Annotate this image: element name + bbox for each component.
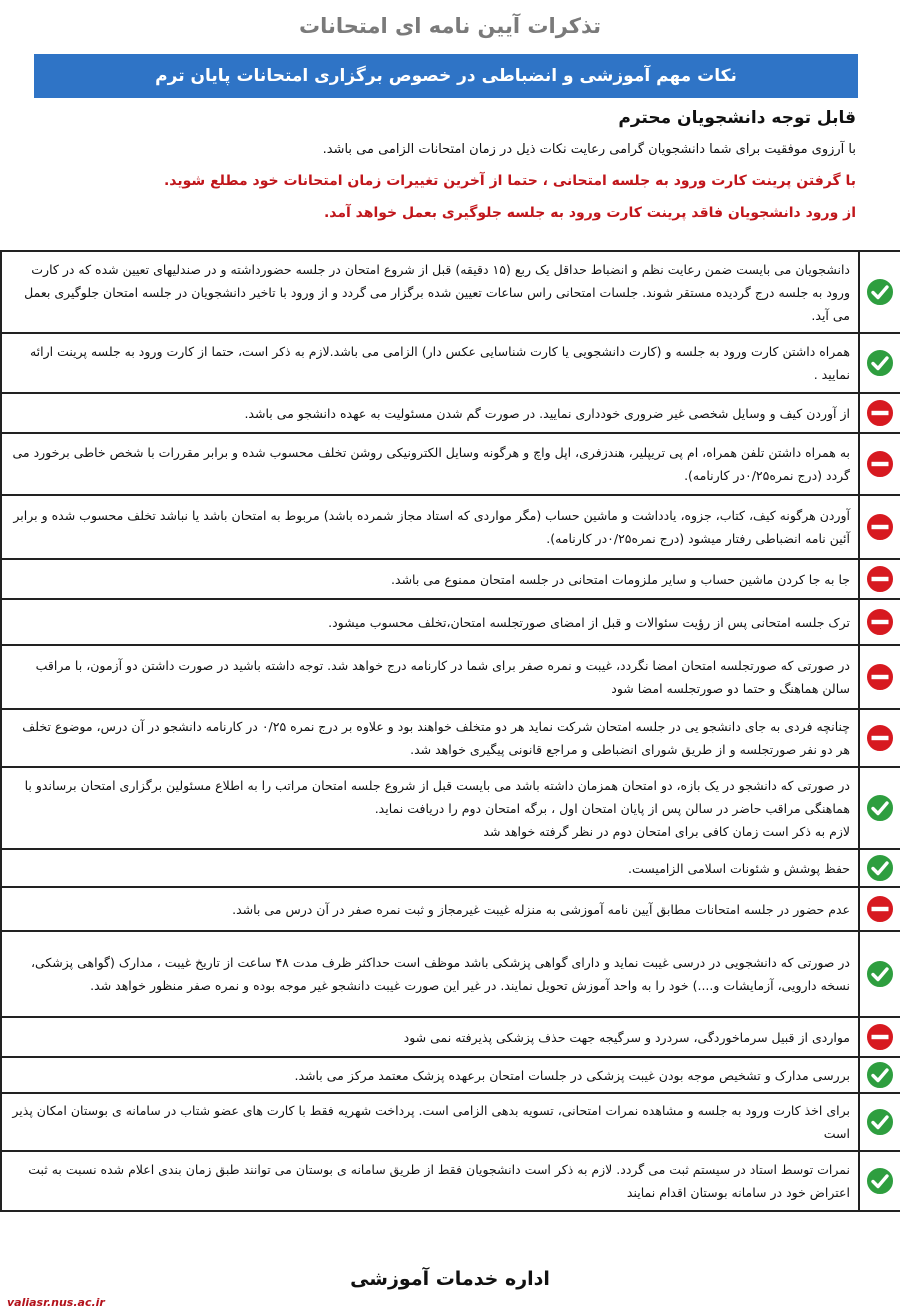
- rule-text-cell: [2, 600, 858, 644]
- rule-row: [2, 646, 900, 710]
- no-entry-icon: [865, 723, 895, 753]
- rule-text: برای اخذ کارت ورود به جلسه و مشاهده نمرات امتحانی، تسویه بدهی الزامی است. پرداخت شهریه فقط با کارت های عضو شتاب در سامانه ی بوستان امکان پذیر است: [12, 1103, 850, 1141]
- rule-text-cell: [2, 1094, 858, 1150]
- rule-text-cell: [2, 560, 858, 598]
- no-entry-icon: [865, 564, 895, 594]
- rule-text: در صورتی که صورتجلسه امتحان امضا نگردد، غیبت و نمره صفر برای شما در کارنامه درج خواهد شد. توجه داشته باشید در صورت داشتن دو آزمون، با مراقب سالن هماهنگ و حتما دو صورتجلسه امضا شود: [35, 658, 850, 696]
- rule-status-cell: [858, 932, 900, 1016]
- rule-text-cell: [2, 1018, 858, 1056]
- rule-text-cell: [2, 394, 858, 432]
- no-entry-icon: [865, 449, 895, 479]
- rule-text-cell: [2, 710, 858, 766]
- rule-text-cell: [2, 252, 858, 332]
- no-entry-icon: [865, 894, 895, 924]
- rule-text-cell: [2, 646, 858, 708]
- rule-row: [2, 394, 900, 434]
- rule-row: [2, 334, 900, 394]
- rule-row: [2, 710, 900, 768]
- intro-section: [24, 108, 856, 237]
- title-banner: [34, 54, 858, 98]
- check-icon: [865, 348, 895, 378]
- website-watermark: valiasr.nus.ac.ir: [4, 1296, 108, 1309]
- rule-text: جا به جا کردن ماشین حساب و سایر ملزومات امتحانی در جلسه امتحان ممنوع می باشد.: [391, 571, 850, 587]
- rule-status-cell: [858, 560, 900, 598]
- rule-status-cell: [858, 888, 900, 930]
- no-entry-icon: [865, 512, 895, 542]
- rule-status-cell: [858, 1094, 900, 1150]
- rule-text: در صورتی که دانشجو در یک بازه، دو امتحان همزمان داشته باشد می بایست قبل از شروع جلسه امتحان مراتب را به اطلاع مسئولین برگزاری امتحان برساندو با هماهنگی مراقب حاضر در سالن پس از پایان امتحان اول ، برگه امتحان دوم را دریافت نماید. لازم به ذکر است زمان کافی برای امتحان دوم در نظر گرفته خواهد شد: [24, 777, 850, 839]
- check-icon: [865, 959, 895, 989]
- rule-text-cell: [2, 850, 858, 886]
- check-icon: [865, 277, 895, 307]
- rule-status-cell: [858, 710, 900, 766]
- rule-row: [2, 932, 900, 1018]
- rule-status-cell: [858, 394, 900, 432]
- rule-text: مواردی از قبیل سرماخوردگی، سردرد و سرگیجه جهت حذف پزشکی پذیرفته نمی شود: [403, 1029, 850, 1045]
- rule-row: [2, 560, 900, 600]
- rule-row: [2, 888, 900, 932]
- warning-text-1: با گرفتن پرینت کارت ورود به جلسه امتحانی ، حتما از آخرین تغییرات زمان امتحانات خود مطلع شوید.: [163, 173, 856, 189]
- intro-text: با آرزوی موفقیت برای شما دانشجویان گرامی رعایت نکات ذیل در زمان امتحانات الزامی می باشد.: [322, 142, 856, 157]
- rule-row: [2, 252, 900, 334]
- rule-status-cell: [858, 334, 900, 392]
- rule-text: نمرات توسط استاد در سیستم ثبت می گردد. لازم به ذکر است دانشجویان فقط از طریق سامانه ی بوستان می توانند طبق زمان بندی اعلام شده نسبت به ثبت اعتراض خود در سامانه بوستان اقدام نمایند: [28, 1162, 850, 1200]
- check-icon: [865, 853, 895, 883]
- check-icon: [865, 1060, 895, 1090]
- greeting-heading: قابل توجه دانشجویان محترم: [618, 108, 856, 128]
- rule-row: [2, 1152, 900, 1212]
- rule-row: [2, 1058, 900, 1094]
- no-entry-icon: [865, 662, 895, 692]
- rule-text: بررسی مدارک و تشخیص موجه بودن غیبت پزشکی در جلسات امتحان برعهده پزشک معتمد مرکز می باشد.: [294, 1067, 850, 1083]
- rule-text-cell: [2, 334, 858, 392]
- rule-row: [2, 1018, 900, 1058]
- rule-status-cell: [858, 1152, 900, 1210]
- rule-text-cell: [2, 1058, 858, 1092]
- rule-row: [2, 850, 900, 888]
- rule-row: [2, 1094, 900, 1152]
- office-signature: اداره خدمات آموزشی: [350, 1268, 550, 1290]
- check-icon: [865, 793, 895, 823]
- rule-text: چنانچه فردی به جای دانشجو یی در جلسه امتحان شرکت نماید هر دو متخلف خواهند بود و علاوه بر درج نمره ۰/۲۵ در کارنامه دانشجو در آن درس، موضوع تخلف هر دو نفر صورتجلسه و از طریق شورای انضباطی و مراجع قانونی پیگیری خواهد شد.: [22, 719, 850, 757]
- check-icon: [865, 1166, 895, 1196]
- rule-text: همراه داشتن کارت ورود به جلسه و (کارت دانشجویی یا کارت شناسایی عکس دار) الزامی می باشد.لازم به ذکر است، حتما از کارت ورود به جلسه پرینت ارائه نمایید .: [29, 344, 850, 382]
- rule-text: آوردن هرگونه کیف، کتاب، جزوه، یادداشت و ماشین حساب (مگر مواردی که استاد مجاز شمرده باشد) مربوط به امتحان باشد یا نباشد تخلف محسوب شده و برابر آئین نامه انضباطی رفتار میشود (درج نمره۰/۲۵در کارنامه).: [13, 508, 850, 546]
- rule-text: به همراه داشتن تلفن همراه، ام پی تریپلیر، هندزفری، اپل واچ و هرگونه وسایل الکترونیکی روشن تخلف محسوب شده و برابر مقررات با شخص خاطی برخورد می گردد (درج نمره۰/۲۵در کارنامه).: [12, 445, 850, 483]
- rule-row: [2, 600, 900, 646]
- rule-status-cell: [858, 434, 900, 494]
- banner-text: نکات مهم آموزشی و انضباطی در خصوص برگزاری امتحانات پایان ترم: [155, 66, 737, 86]
- no-entry-icon: [865, 607, 895, 637]
- rule-status-cell: [858, 496, 900, 558]
- rule-text-cell: [2, 434, 858, 494]
- rule-row: [2, 768, 900, 850]
- rule-text: در صورتی که دانشجویی در درسی غیبت نماید و دارای گواهی پزشکی باشد موظف است حداکثر ظرف مدت ۴۸ ساعت از تاریخ غیبت ، مدارک (گواهی پزشکی، نسخه دارویی، آزمایشات و....) خود را به واحد آموزش تحویل نمایند. در غیر این صورت غیبت دانشجو غیر موجه بوده و نمره صفر منظور خواهد شد.: [30, 955, 850, 993]
- check-icon: [865, 1107, 895, 1137]
- rule-text: حفظ پوشش و شئونات اسلامی الزامیست.: [628, 860, 850, 876]
- rule-text: دانشجویان می بایست ضمن رعایت نظم و انضباط حداقل یک ربع (۱۵ دقیقه) قبل از شروع امتحان در جلسه حضورداشته و در صندلیهای تعیین شده که در کارت ورود به جلسه درج گردیده مستقر شوند. جلسات امتحانی راس ساعات تعیین شده برگزار می گردد و از ورود با تاخیر دانشجویان در جلسه امتحان جلوگیری بعمل می آید.: [24, 261, 850, 323]
- rule-status-cell: [858, 600, 900, 644]
- rule-text-cell: [2, 888, 858, 930]
- rule-text: از آوردن کیف و وسایل شخصی غیر ضروری خودداری نمایید. در صورت گم شدن مسئولیت به عهده دانشجو می باشد.: [244, 405, 850, 421]
- rule-text: عدم حضور در جلسه امتحانات مطابق آیین نامه آموزشی به منزله غیبت غیرمجاز و ثبت نمره صفر در آن درس می باشد.: [232, 901, 850, 917]
- no-entry-icon: [865, 398, 895, 428]
- rule-row: [2, 434, 900, 496]
- rule-text-cell: [2, 496, 858, 558]
- rule-text: ترک جلسه امتحانی پس از رؤیت سئوالات و قبل از امضای صورتجلسه امتحان،تخلف محسوب میشود.: [328, 614, 850, 630]
- page-title: تذکرات آیین نامه ای امتحانات: [298, 14, 601, 38]
- rule-status-cell: [858, 768, 900, 848]
- no-entry-icon: [865, 1022, 895, 1052]
- rules-table: [0, 250, 900, 1212]
- warning-text-2: از ورود دانشجویان فاقد پرینت کارت ورود به جلسه جلوگیری بعمل خواهد آمد.: [323, 205, 856, 221]
- rule-text-cell: [2, 768, 858, 848]
- rule-status-cell: [858, 252, 900, 332]
- rule-status-cell: [858, 1058, 900, 1092]
- rule-text-cell: [2, 932, 858, 1016]
- rule-status-cell: [858, 646, 900, 708]
- rule-row: [2, 496, 900, 560]
- rule-status-cell: [858, 1018, 900, 1056]
- rule-status-cell: [858, 850, 900, 886]
- rule-text-cell: [2, 1152, 858, 1210]
